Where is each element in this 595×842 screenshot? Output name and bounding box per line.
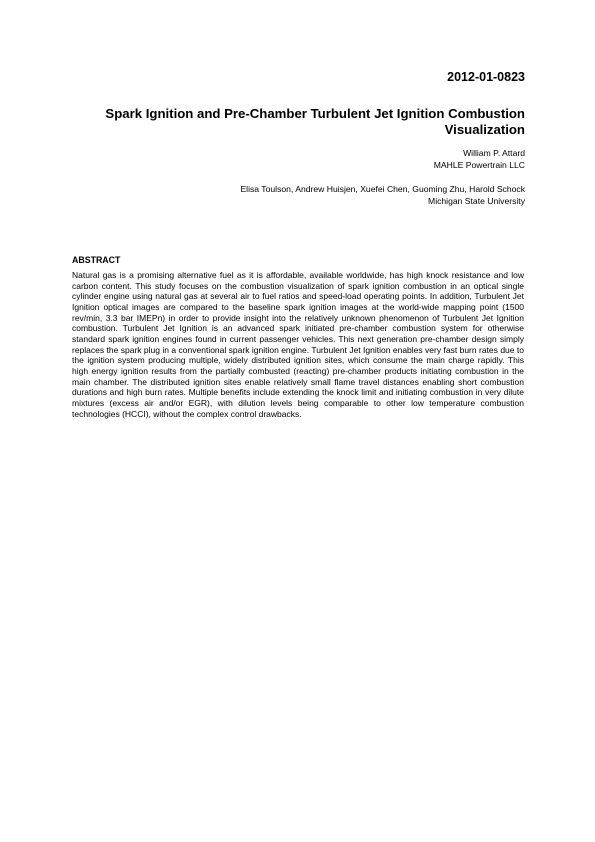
abstract-body: Natural gas is a promising alternative fuel as it is affordable, available worldwide, has high knock resistance and low carbon content. This study focuses on the combustion visualization of spark ignition combustion in an optical single cylinder engine using natural gas at several air to fuel ratios and speed-load operating points. In addition, Turbulent Jet Ignition optical images are compared to the baseline spark ignition images at the world-wide mapping point (1500 rev/min, 3.3 bar IMEPn) in order to provide insight into the relatively unknown phenomenon of Turbulent Jet Ignition combustion. Turbulent Jet Ignition is an advanced spark initiated pre-chamber combustion system for otherwise standard spark ignition engines found in current passenger vehicles. This next generation pre-chamber design simply replaces the spark plug in a conventional spark ignition engine. Turbulent Jet Ignition enables very fast burn rates due to the ignition system producing multiple, widely distributed ignition sites, which consume the main charge rapidly. This high energy ignition results from the partially combusted (reacting) pre-chamber products initiating combustion in the main chamber. The distributed ignition sites enable relatively small flame travel distances enabling short combustion durations and high burn rates. Multiple benefits include extending the knock limit and initiating combustion in very dilute mixtures (excess air and/or EGR), with dilution levels being comparable to other low temperature combustion technologies (HCCI), without the complex control drawbacks.	[72, 270, 524, 419]
abstract-heading: ABSTRACT	[72, 255, 121, 265]
author-affiliation: MAHLE Powertrain LLC	[433, 160, 525, 170]
author-block-attard	[434, 147, 525, 171]
author-names: Elisa Toulson, Andrew Huisjen, Xuefei Chen, Guoming Zhu, Harold Schock	[240, 184, 525, 194]
author-affiliation: Michigan State University	[428, 196, 525, 206]
author-block-msu	[85, 183, 525, 207]
paper-id: 2012-01-0823	[447, 70, 525, 84]
paper-title: Spark Ignition and Pre-Chamber Turbulent Jet Ignition Combustion Visualization	[105, 106, 525, 137]
author-names: William P. Attard	[463, 148, 525, 158]
